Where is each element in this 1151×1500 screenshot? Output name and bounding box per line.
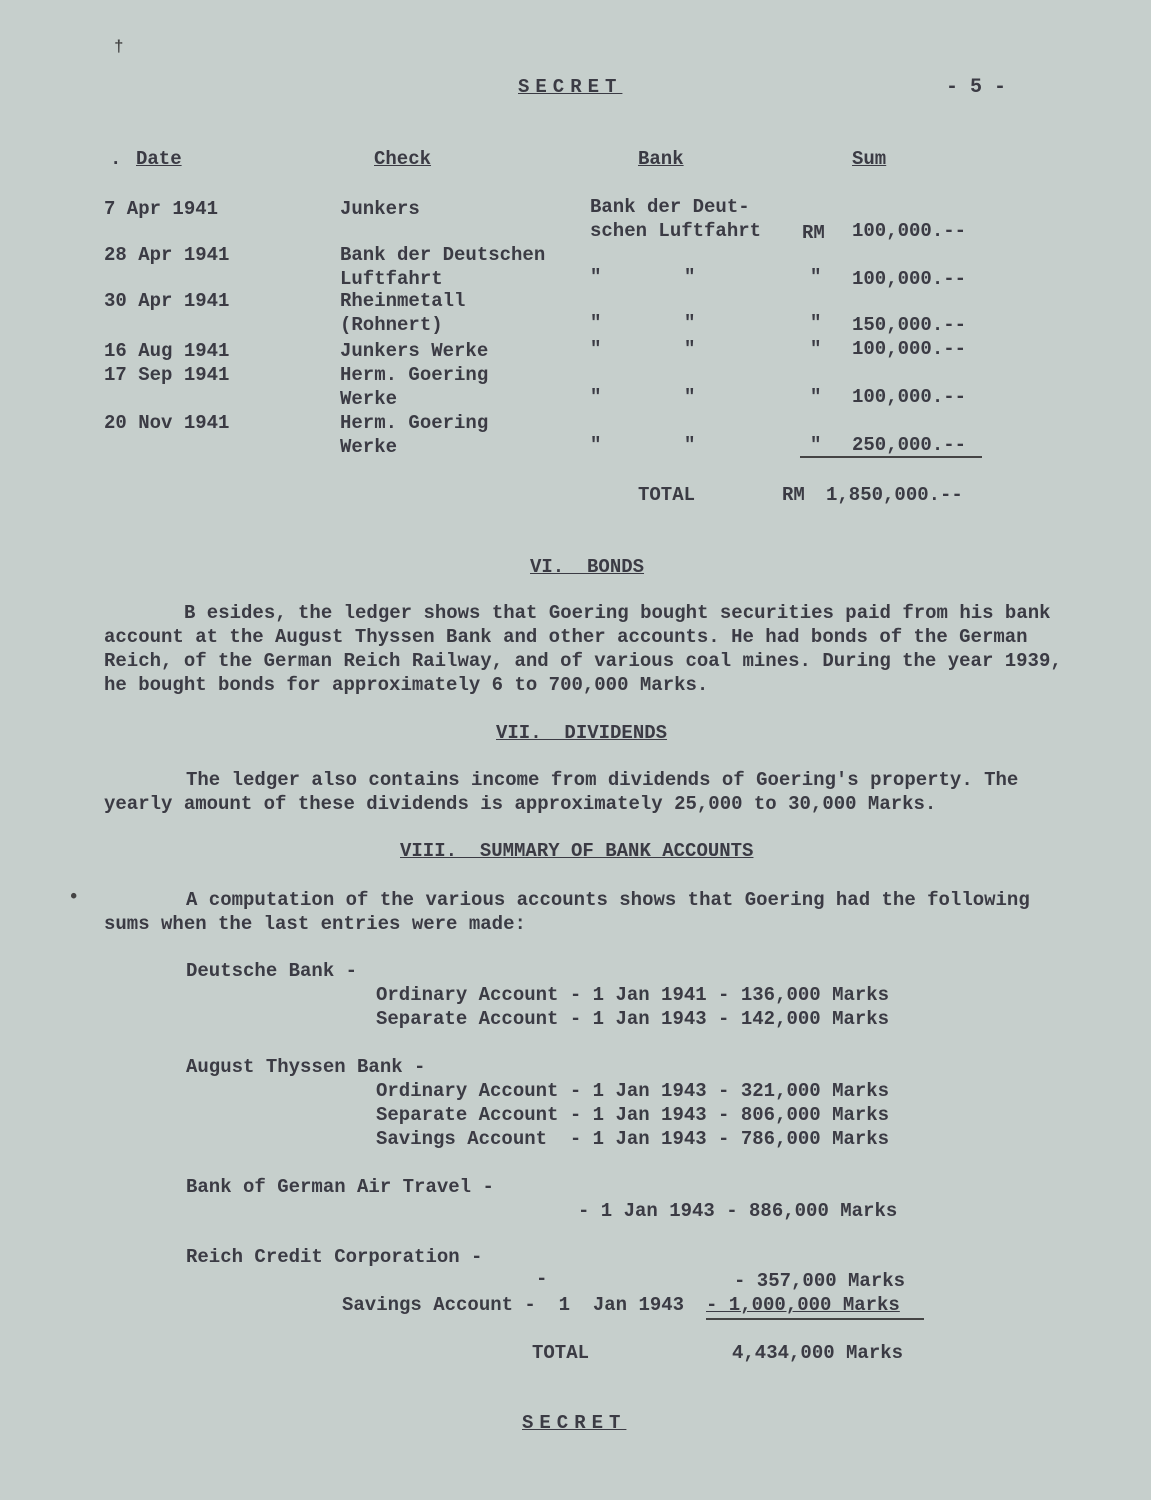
row-currency: "	[810, 434, 822, 456]
column-header-sum: Sum	[852, 148, 887, 170]
bank-entry: Ordinary Account - 1 Jan 1941 - 136,000 Marks	[376, 984, 890, 1006]
row-bank-ditto: "	[684, 434, 696, 456]
bank-entry: Separate Account - 1 Jan 1943 - 806,000 Marks	[376, 1104, 890, 1126]
table-bullet: .	[110, 148, 122, 170]
table-total-currency: RM	[782, 484, 805, 506]
dividends-heading: VII. DIVIDENDS	[496, 722, 668, 744]
savings-account-amount: - 1,000,000 Marks	[706, 1294, 900, 1316]
row-date: 28 Apr 1941	[104, 244, 230, 266]
column-header-date: Date	[136, 148, 182, 170]
row-bank-ditto: "	[590, 312, 602, 334]
row-currency: "	[810, 312, 822, 334]
row-bank-ditto: "	[590, 266, 602, 288]
row-bank-ditto: "	[684, 386, 696, 408]
bonds-paragraph: B esides, the ledger shows that Goering bought securities paid from his bank account at the August Thyssen Bank and other accounts. He had bonds of the German Reich, of the German Reich Railway, and of various coal mines. During the year 1939, he bought bonds for approximately 6 to 700,000 Marks.	[104, 602, 1062, 696]
row-sum: 100,000.--	[852, 386, 967, 408]
row-bank-ditto: "	[590, 386, 602, 408]
row-currency: RM	[802, 222, 825, 244]
row-date: 20 Nov 1941	[104, 412, 230, 434]
row-bank: schen Luftfahrt	[590, 220, 762, 242]
row-check: (Rohnert)	[340, 314, 443, 336]
row-sum: 100,000.--	[852, 220, 967, 242]
footer-classification: SECRET	[522, 1412, 627, 1434]
row-sum: 100,000.--	[852, 268, 967, 290]
subtotal-rule	[800, 456, 982, 458]
bank-dash: -	[536, 1268, 548, 1290]
row-date: 16 Aug 1941	[104, 340, 230, 362]
row-currency: "	[810, 338, 822, 360]
bank-entry: - 357,000 Marks	[734, 1270, 906, 1292]
row-check: Bank der Deutschen	[340, 244, 546, 266]
row-sum: 150,000.--	[852, 314, 967, 336]
row-sum: 250,000.--	[852, 434, 967, 456]
row-sum: 100,000.--	[852, 338, 967, 360]
row-check: Werke	[340, 436, 398, 458]
summary-total-label: TOTAL	[532, 1342, 590, 1364]
row-bank-ditto: "	[684, 312, 696, 334]
row-check: Junkers Werke	[340, 340, 489, 362]
column-header-bank: Bank	[638, 148, 684, 170]
bank-name: Bank of German Air Travel -	[186, 1176, 494, 1198]
bonds-heading: VI. BONDS	[530, 556, 645, 578]
row-bank: Bank der Deut-	[590, 196, 750, 218]
bank-entry: Separate Account - 1 Jan 1943 - 142,000 Marks	[376, 1008, 890, 1030]
row-check: Herm. Goering	[340, 364, 489, 386]
bank-entry: Ordinary Account - 1 Jan 1943 - 321,000 Marks	[376, 1080, 890, 1102]
dividends-paragraph: The ledger also contains income from dividends of Goering's property. The yearly amount of these dividends is approximately 25,000 to 30,000 Marks.	[104, 769, 1019, 815]
row-currency: "	[810, 266, 822, 288]
row-bank-ditto: "	[590, 434, 602, 456]
row-check: Luftfahrt	[340, 268, 443, 290]
bank-name: Deutsche Bank -	[186, 960, 358, 982]
row-currency: "	[810, 386, 822, 408]
row-check: Junkers	[340, 198, 420, 220]
header-classification: SECRET	[518, 76, 623, 98]
row-check: Werke	[340, 388, 398, 410]
summary-rule	[706, 1318, 924, 1320]
row-check: Herm. Goering	[340, 412, 489, 434]
bank-entry: Savings Account - 1 Jan 1943 - 786,000 Marks	[376, 1128, 890, 1150]
summary-intro: A computation of the various accounts shows that Goering had the following sums when the last entries were made:	[104, 889, 1030, 935]
margin-dot-icon: •	[68, 886, 80, 908]
column-header-check: Check	[374, 148, 432, 170]
row-date: 7 Apr 1941	[104, 198, 219, 220]
row-bank-ditto: "	[684, 338, 696, 360]
row-bank-ditto: "	[684, 266, 696, 288]
bank-name: Reich Credit Corporation -	[186, 1246, 483, 1268]
corner-mark-icon: †	[114, 38, 124, 56]
row-bank-ditto: "	[590, 338, 602, 360]
table-total-value: 1,850,000.--	[826, 484, 963, 506]
row-date: 17 Sep 1941	[104, 364, 230, 386]
bank-entry: - 1 Jan 1943 - 886,000 Marks	[578, 1200, 898, 1222]
table-total-label: TOTAL	[638, 484, 696, 506]
savings-account-label: Savings Account - 1 Jan 1943	[342, 1294, 685, 1316]
page-number: - 5 -	[946, 76, 1007, 99]
row-check: Rheinmetall	[340, 290, 466, 312]
summary-total-value: 4,434,000 Marks	[732, 1342, 904, 1364]
row-date: 30 Apr 1941	[104, 290, 230, 312]
summary-heading: VIII. SUMMARY OF BANK ACCOUNTS	[400, 840, 754, 862]
bank-name: August Thyssen Bank -	[186, 1056, 426, 1078]
